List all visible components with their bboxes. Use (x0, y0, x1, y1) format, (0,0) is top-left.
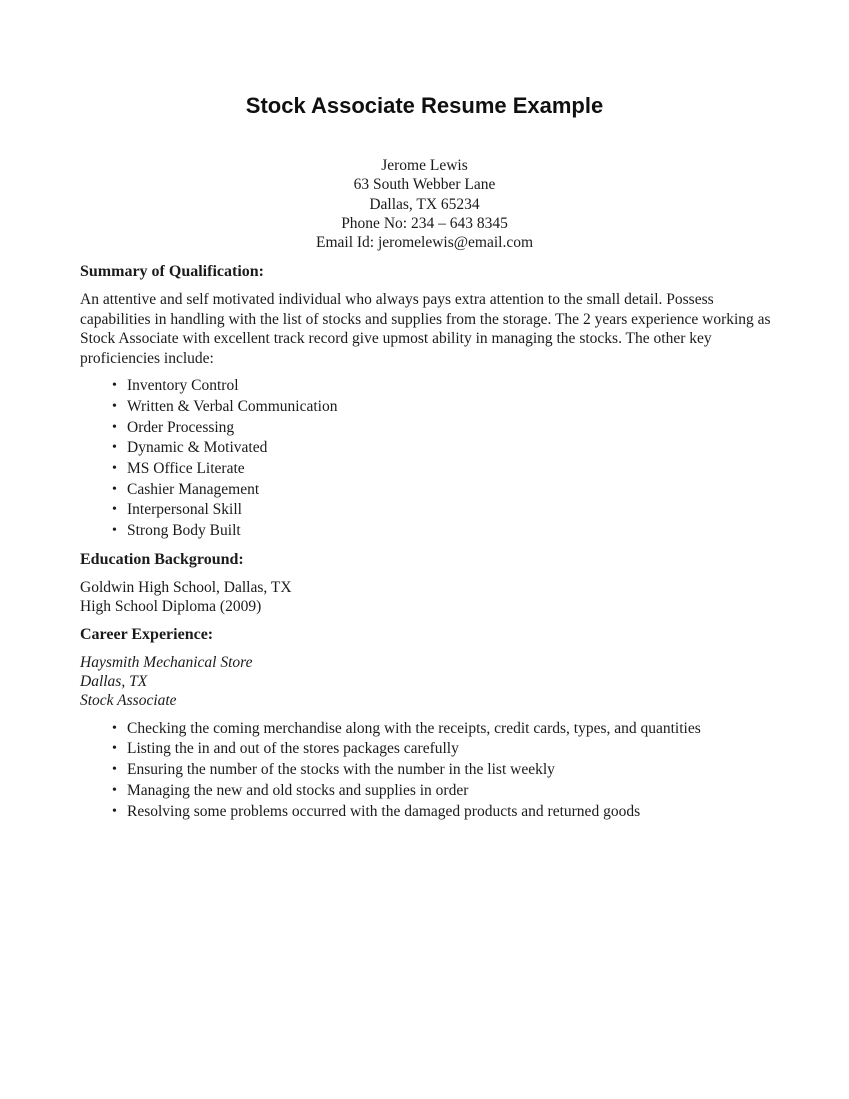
list-item: • Dynamic & Motivated (112, 438, 771, 459)
experience-details (80, 653, 771, 711)
list-item: • Interpersonal Skill (112, 500, 771, 521)
list-item: • MS Office Literate (112, 459, 771, 480)
experience-location: Dallas, TX (80, 672, 148, 690)
education-heading: Education Background: (80, 550, 244, 568)
page-title: Stock Associate Resume Example (245, 93, 604, 118)
contact-phone: Phone No: 234 – 643 8345 (341, 214, 508, 232)
experience-role: Stock Associate (80, 692, 177, 710)
contact-name: Jerome Lewis (381, 157, 468, 174)
summary-paragraph: An attentive and self motivated individual who always pays extra attention to the small detail. Possess capabilities in handling with the list of stocks and supplies from the storage. The 2 years experience working as Stock Associate with excellent track record give upmost ability in managing the stocks. The other key proficiencies include: (80, 291, 771, 367)
list-item: • Managing the new and old stocks and supplies in order (112, 781, 771, 802)
list-item: • Inventory Control (112, 376, 771, 397)
list-item: • Order Processing (112, 418, 771, 439)
education-school: Goldwin High School, Dallas, TX (80, 578, 292, 596)
list-item: • Resolving some problems occurred with the damaged products and returned goods (112, 802, 771, 823)
contact-email: Email Id: jeromelewis@email.com (316, 234, 533, 252)
list-item: • Cashier Management (112, 480, 771, 501)
education-degree: High School Diploma (2009) (80, 598, 262, 616)
resume-body (0, 262, 849, 822)
proficiency-list (80, 376, 771, 542)
list-item: • Listing the in and out of the stores packages carefully (112, 739, 771, 760)
list-item: • Strong Body Built (112, 521, 771, 542)
summary-heading: Summary of Qualification: (80, 263, 264, 281)
list-item: • Checking the coming merchandise along with the receipts, credit cards, types, and quantities (112, 719, 771, 740)
contact-address-line2: Dallas, TX 65234 (369, 195, 480, 213)
experience-company: Haysmith Mechanical Store (80, 653, 253, 671)
duty-list (80, 719, 771, 823)
contact-block (0, 156, 849, 252)
list-item: • Written & Verbal Communication (112, 397, 771, 418)
experience-heading: Career Experience: (80, 625, 214, 643)
education-details (80, 578, 771, 617)
contact-address-line1: 63 South Webber Lane (353, 176, 496, 194)
list-item: • Ensuring the number of the stocks with the number in the list weekly (112, 760, 771, 781)
